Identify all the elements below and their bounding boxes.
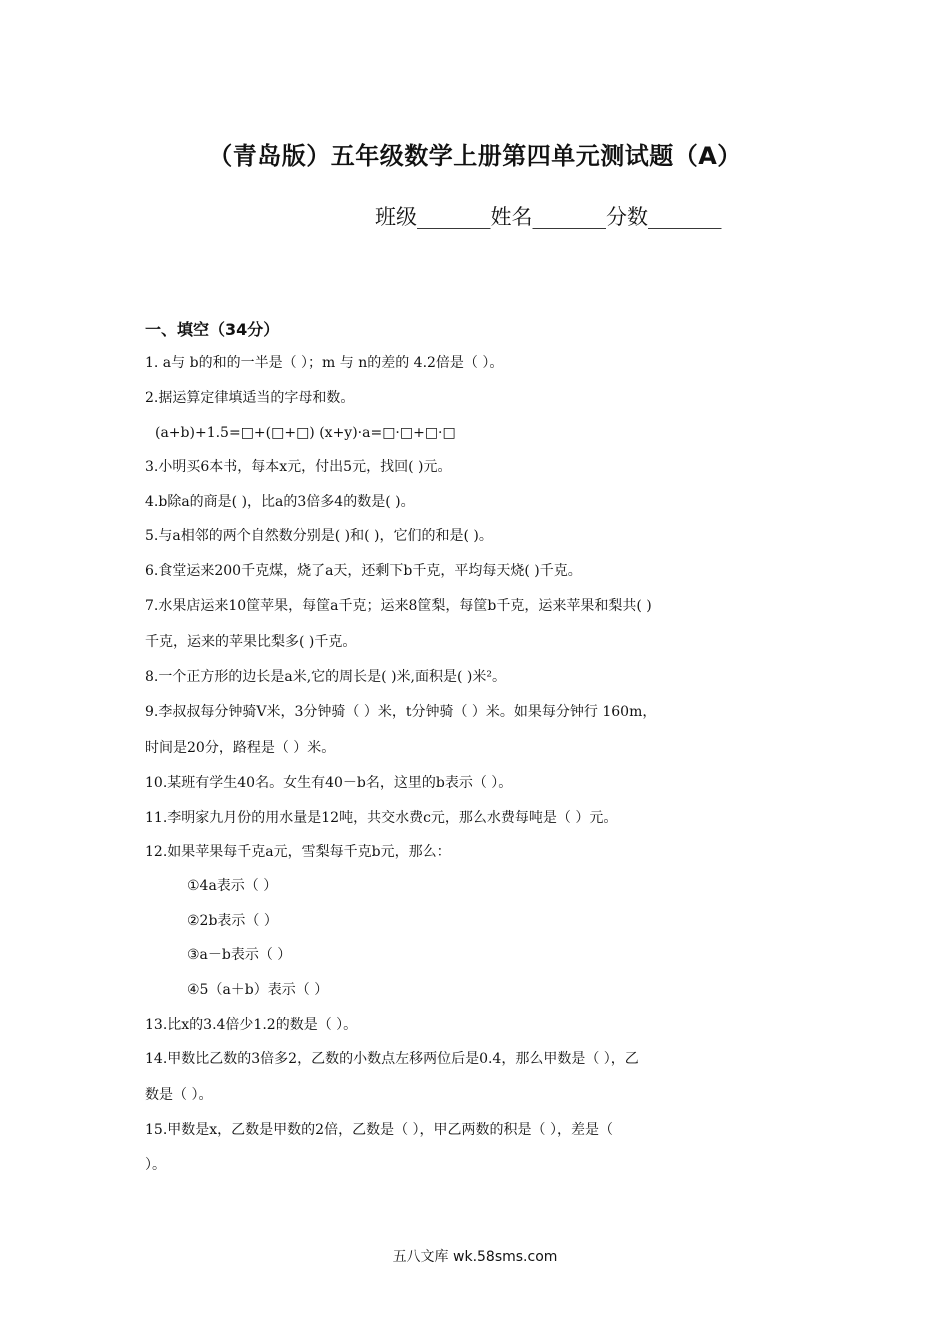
question-line: ②2b表示（ ） [187, 913, 278, 929]
question-line: 数是（ ）。 [145, 1087, 213, 1103]
question-line: 6.食堂运来200千克煤，烧了a天，还剩下b千克，平均每天烧( )千克。 [145, 563, 582, 579]
question-line: 5.与a相邻的两个自然数分别是( )和( )，它们的和是( )。 [145, 528, 493, 544]
question-line: 千克，运来的苹果比梨多( )千克。 [145, 634, 357, 650]
student-info-line: 班级_______姓名_______分数_______ [375, 205, 722, 229]
question-line: 15.甲数是x，乙数是甲数的2倍，乙数是（ ），甲乙两数的积是（ ），差是（ [145, 1122, 613, 1138]
footer-watermark: 五八文库 wk.58sms.com [392, 1249, 558, 1265]
question-line: (a+b)+1.5=□+(□+□) (x+y)·a=□·□+□·□ [155, 425, 456, 441]
question-line: 12.如果苹果每千克a元，雪梨每千克b元，那么： [145, 844, 451, 860]
question-line: 14.甲数比乙数的3倍多2，乙数的小数点左移两位后是0.4，那么甲数是（ ），乙 [145, 1051, 639, 1067]
page-title: （青岛版）五年级数学上册第四单元测试题（A） [208, 142, 742, 170]
question-line: 7.水果店运来10筐苹果，每筐a千克；运来8筐梨，每筐b千克，运来苹果和梨共( ) [145, 598, 652, 614]
question-line: 8.一个正方形的边长是a米,它的周长是( )米,面积是( )米²。 [145, 669, 506, 685]
question-line: ③a－b表示（ ） [187, 947, 292, 963]
question-line: 10.某班有学生40名。女生有40－b名，这里的b表示（ ）。 [145, 775, 513, 791]
question-line: 3.小明买6本书，每本x元，付出5元，找回( )元。 [145, 459, 452, 475]
question-line: 11.李明家九月份的用水量是12吨，共交水费c元，那么水费每吨是（ ）元。 [145, 810, 618, 826]
question-line: ④5（a＋b）表示（ ） [187, 982, 329, 998]
question-line: 13.比x的3.4倍少1.2的数是（ ）。 [145, 1017, 358, 1033]
question-line: ①4a表示（ ） [187, 878, 278, 894]
question-line: 时间是20分，路程是（ ）米。 [145, 740, 336, 756]
question-line: 1. a与 b的和的一半是（ ）；m 与 n的差的 4.2倍是（ ）。 [145, 355, 504, 371]
question-line: 9.李叔叔每分钟骑V米，3分钟骑（ ）米，t分钟骑（ ）米。如果每分钟行 160m， [145, 704, 657, 720]
question-line: ）。 [145, 1157, 166, 1173]
question-line: 4.b除a的商是( )，比a的3倍多4的数是( )。 [145, 494, 415, 510]
section-heading: 一、填空（34分） [145, 320, 280, 339]
question-line: 2.据运算定律填适当的字母和数。 [145, 390, 355, 406]
